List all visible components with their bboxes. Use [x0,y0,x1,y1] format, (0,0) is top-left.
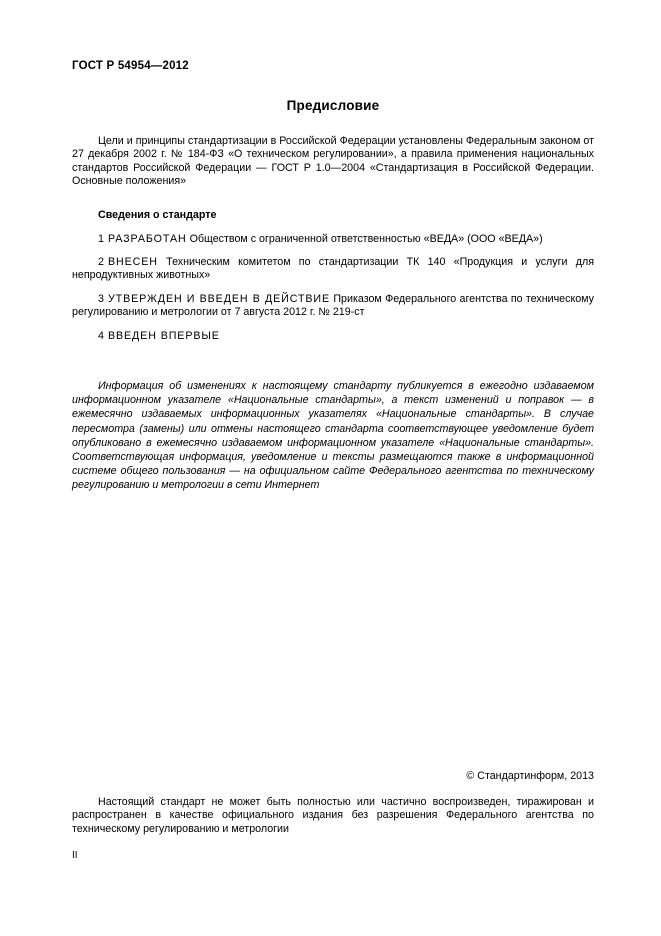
document-content [72,60,594,493]
list-item [72,233,594,246]
section-heading: Сведения о стандарте [98,208,217,221]
page-title: Предисловие [286,98,380,113]
intro-paragraph: Цели и принципы стандартизации в Российской Федерации установлены Федеральным законом от 27 декабря 2002 г. № 184-ФЗ «О техническом регулировании», а правила применения национальных стандартов Российской Федерации — ГОСТ Р 1.0—2004 «Стандартизация в Российской Федерации. Основные положения» [72,135,594,188]
item-number: 3 [98,292,104,305]
item-label: УТВЕРЖДЕН И ВВЕДЕН В ДЕЙСТВИЕ [107,292,331,305]
copyright-line: © Стандартинформ, 2013 [466,770,594,782]
item-text: Приказом Федерального агентства по техническому регулированию и метрологии от 7 августа 2012 г. № 219-ст [72,292,594,319]
page-number: II [72,850,78,861]
item-label: ВВЕДЕН ВПЕРВЫЕ [107,329,220,342]
list-item [72,330,594,343]
notice-text: Информация об изменениях к настоящему стандарту публикуется в ежегодно издаваемом информационном указателе «Национальные стандарты», а текст изменений и поправок — в ежемесячно издаваемых информационных указателях «Национальные стандарты». В случае пересмотра (замены) или отмены настоящего стандарта соответствующее уведомление будет опубликовано в ежемесячно издаваемом информационном указателе «Национальные стандарты». Соответствующая информация, уведомление и тексты размещаются также в информационной системе общего пользования — на официальном сайте Федерального агентства по техническому регулированию и метрологии в сети Интернет [72,380,594,492]
list-item [72,256,594,283]
item-number: 2 [98,256,104,269]
item-label: РАЗРАБОТАН [107,232,187,245]
item-label: ВНЕСЕН [107,256,158,269]
list-item [72,293,594,320]
item-number: 4 [98,329,104,342]
item-number: 1 [98,232,104,245]
item-text: Обществом с ограниченной ответственностью «ВЕДА» (ООО «ВЕДА») [189,232,543,245]
footer-note: Настоящий стандарт не может быть полностью или частично воспроизведен, тиражирован и распространен в качестве официального издания без разрешения Федерального агентства по техническому регулированию и метрологии [72,796,594,835]
item-text: Техническим комитетом по стандартизации ТК 140 «Продукция и услуги для непродуктивных животных» [72,256,594,282]
notice-block [72,379,594,493]
document-code: ГОСТ Р 54954—2012 [72,60,189,72]
